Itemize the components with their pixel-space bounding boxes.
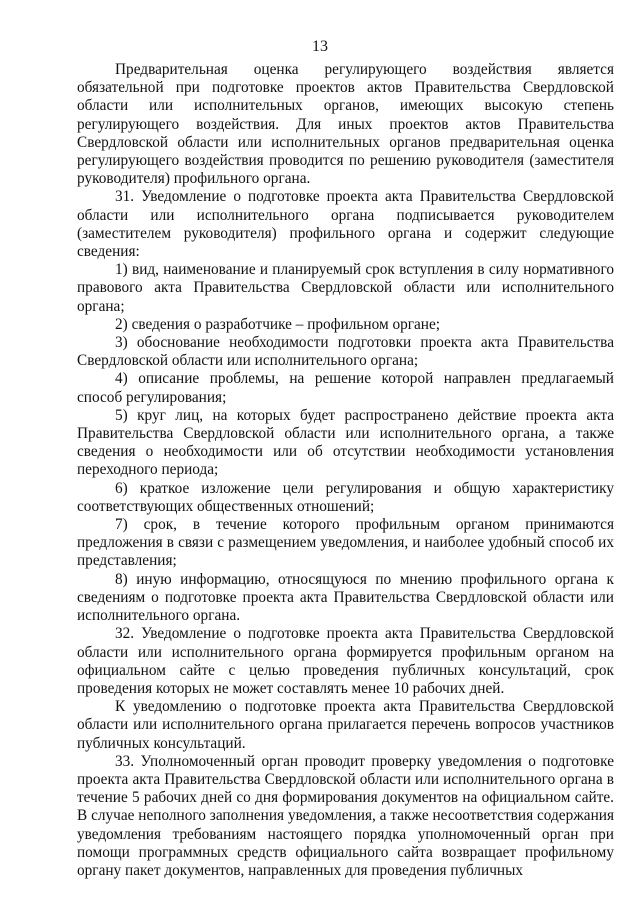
list-item-4: 4) описание проблемы, на решение которой направлен предлагаемый способ регулирования; — [77, 370, 614, 406]
list-item-2: 2) сведения о разработчике – профильном органе; — [115, 315, 441, 333]
list-item-1: 1) вид, наименование и планируемый срок вступления в силу нормативного правового акта Правительства Свердловской области или исполнительного органа; — [77, 261, 614, 315]
list-item-8: 8) иную информацию, относящуюся по мнению профильного органа к сведениям о подготовке проекта акта Правительства Свердловской области или исполнительного органа. — [77, 570, 614, 625]
list-item-3: 3) обоснование необходимости подготовки проекта акта Правительства Свердловской области или исполнительного органа; — [77, 334, 614, 370]
paragraph-preliminary-assessment: Предварительная оценка регулирующего воздействия является обязательной при подготовке проектов актов Правительства Свердловской области или исполнительных органов, имеющих высокую степень регулирующего воздействия. Для иных проектов актов Правительства Свердловской области или исполнительных органов предварительная оценка регулирующего воздействия проводится по решению руководителя (заместителя руководителя) профильного органа. — [77, 61, 614, 188]
list-item-7: 7) срок, в течение которого профильным органом принимаются предложения в связи с размещением уведомления, и наиболее удобный способ их представления; — [77, 516, 614, 570]
document-body — [77, 61, 614, 880]
page-number: 13 — [312, 38, 328, 55]
list-item-6: 6) краткое изложение цели регулирования и общую характеристику соответствующих общественных отношений; — [77, 479, 614, 515]
paragraph-item-32: 32. Уведомление о подготовке проекта акта Правительства Свердловской области или исполнительного органа формируется профильным органом на официальном сайте с целью проведения публичных консультаций, срок проведения которых не может составлять менее 10 рабочих дней. — [77, 625, 614, 697]
paragraph-attachment-questions: К уведомлению о подготовке проекта акта Правительства Свердловской области или исполнительного органа прилагается перечень вопросов участников публичных консультаций. — [77, 698, 614, 752]
list-item-5: 5) круг лиц, на которых будет распространено действие проекта акта Правительства Свердловской области или исполнительного органа, а также сведения о необходимости или об отсутствии необходимости установления переходного периода; — [77, 406, 614, 479]
paragraph-item-31: 31. Уведомление о подготовке проекта акта Правительства Свердловской области или исполнительного органа подписывается руководителем (заместителем руководителя) профильного органа и содержит следующие сведения: — [77, 188, 614, 261]
paragraph-item-33: 33. Уполномоченный орган проводит проверку уведомления о подготовке проекта акта Правительства Свердловской области или исполнительного органа в течение 5 рабочих дней со дня формирования документов на официальном сайте. В случае неполного заполнения уведомления, а также несоответствия содержания уведомления требованиям настоящего порядка уполномоченный орган при помощи программных средств официального сайта возвращает профильному органу пакет документов, направленных для проведения публичных — [77, 752, 614, 879]
